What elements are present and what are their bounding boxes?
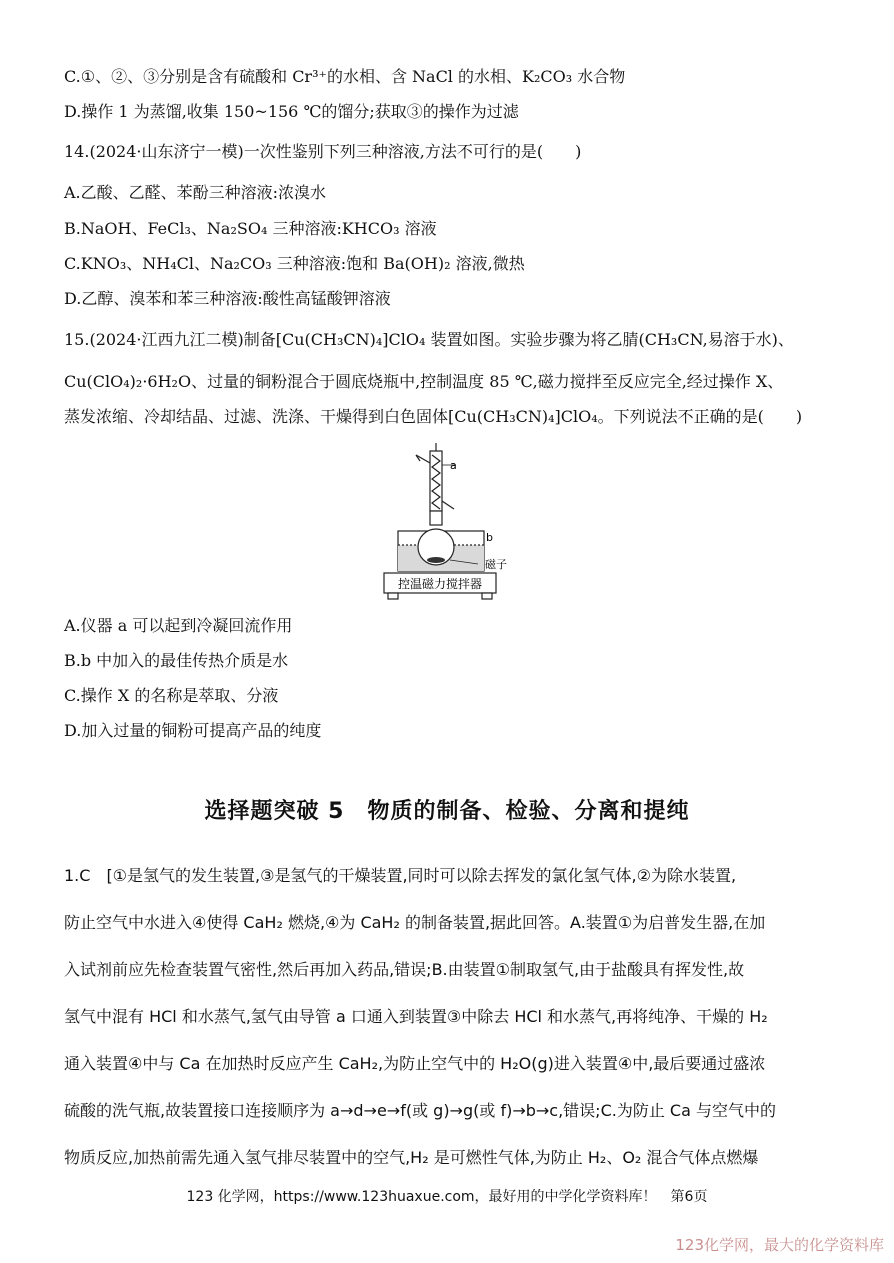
- question-15-line3: 蒸发浓缩、冷却结晶、过滤、洗涤、干燥得到白色固体[Cu(CH₃CN)₄]ClO₄。下列说法不正确的是( ): [64, 407, 803, 426]
- site-watermark: 123化学网，最大的化学资料库: [675, 1236, 884, 1254]
- condenser-a: [416, 443, 456, 511]
- stir-bar: [427, 557, 445, 563]
- question-15-line2: Cu(ClO₄)₂·6H₂O、过量的铜粉混合于圆底烧瓶中,控制温度 85 ℃,磁力搅拌至反应完全,经过操作 X、: [64, 372, 784, 391]
- q15-option-d: D.加入过量的铜粉可提高产品的纯度: [64, 721, 322, 740]
- answer-line-5: 通入装置④中与 Ca 在加热时反应产生 CaH₂,为防止空气中的 H₂O(g)进入装置④中,最后要通过盛浓: [64, 1054, 766, 1073]
- q14-option-d: D.乙醇、溴苯和苯三种溶液:酸性高锰酸钾溶液: [64, 289, 391, 308]
- line-option-d-prev: D.操作 1 为蒸馏,收集 150~156 ℃的馏分;获取③的操作为过滤: [64, 102, 519, 121]
- reflux-apparatus-figure: [378, 443, 518, 603]
- q15-option-b: B.b 中加入的最佳传热介质是水: [64, 651, 289, 670]
- q14-option-b: B.NaOH、FeCl₃、Na₂SO₄ 三种溶液:KHCO₃ 溶液: [64, 219, 437, 238]
- answer-line-2: 防止空气中水进入④使得 CaH₂ 燃烧,④为 CaH₂ 的制备装置,据此回答。A.装置①为启普发生器,在加: [64, 913, 766, 932]
- question-15-line1: 15.(2024·江西九江二模)制备[Cu(CH₃CN)₄]ClO₄ 装置如图。实验步骤为将乙腈(CH₃CN,易溶于水)、: [64, 330, 794, 349]
- flask-neck: [430, 511, 442, 525]
- label-b: b: [486, 531, 493, 544]
- q14-option-a: A.乙酸、乙醛、苯酚三种溶液:浓溴水: [64, 183, 327, 202]
- stirrer-label: 控温磁力搅拌器: [397, 577, 483, 591]
- answer-line-7: 物质反应,加热前需先通入氢气排尽装置中的空气,H₂ 是可燃性气体,为防止 H₂、O₂ 混合气体点燃爆: [64, 1148, 759, 1167]
- answer-line-1: 1.C [①是氢气的发生装置,③是氢气的干燥装置,同时可以除去挥发的氯化氢气体,②为除水装置,: [64, 866, 737, 885]
- question-14: 14.(2024·山东济宁一模)一次性鉴别下列三种溶液,方法不可行的是( ): [64, 142, 582, 161]
- q14-option-c: C.KNO₃、NH₄Cl、Na₂CO₃ 三种溶液:饱和 Ba(OH)₂ 溶液,微热: [64, 254, 525, 273]
- section-title: 选择题突破 5 物质的制备、检验、分离和提纯: [204, 799, 690, 824]
- q15-option-c: C.操作 X 的名称是萃取、分液: [64, 686, 279, 705]
- page-footer: 123 化学网，https://www.123huaxue.com，最好用的中学化学资料库！ 第6页: [186, 1189, 708, 1205]
- q15-option-a: A.仪器 a 可以起到冷凝回流作用: [64, 616, 293, 635]
- label-a: a: [450, 459, 457, 472]
- answer-line-4: 氢气中混有 HCl 和水蒸气,氢气由导管 a 口通入到装置③中除去 HCl 和水蒸气,再将纯净、干燥的 H₂: [64, 1007, 768, 1026]
- label-stir-bar: 磁子: [485, 558, 507, 571]
- line-option-c-prev: C.①、②、③分别是含有硫酸和 Cr³⁺的水相、含 NaCl 的水相、K₂CO₃ 水合物: [64, 67, 626, 86]
- answer-line-3: 入试剂前应先检查装置气密性,然后再加入药品,错误;B.由装置①制取氢气,由于盐酸具有挥发性,故: [64, 960, 745, 979]
- answer-line-6: 硫酸的洗气瓶,故装置接口连接顺序为 a→d→e→f(或 g)→g(或 f)→b→c,错误;C.为防止 Ca 与空气中的: [64, 1101, 776, 1120]
